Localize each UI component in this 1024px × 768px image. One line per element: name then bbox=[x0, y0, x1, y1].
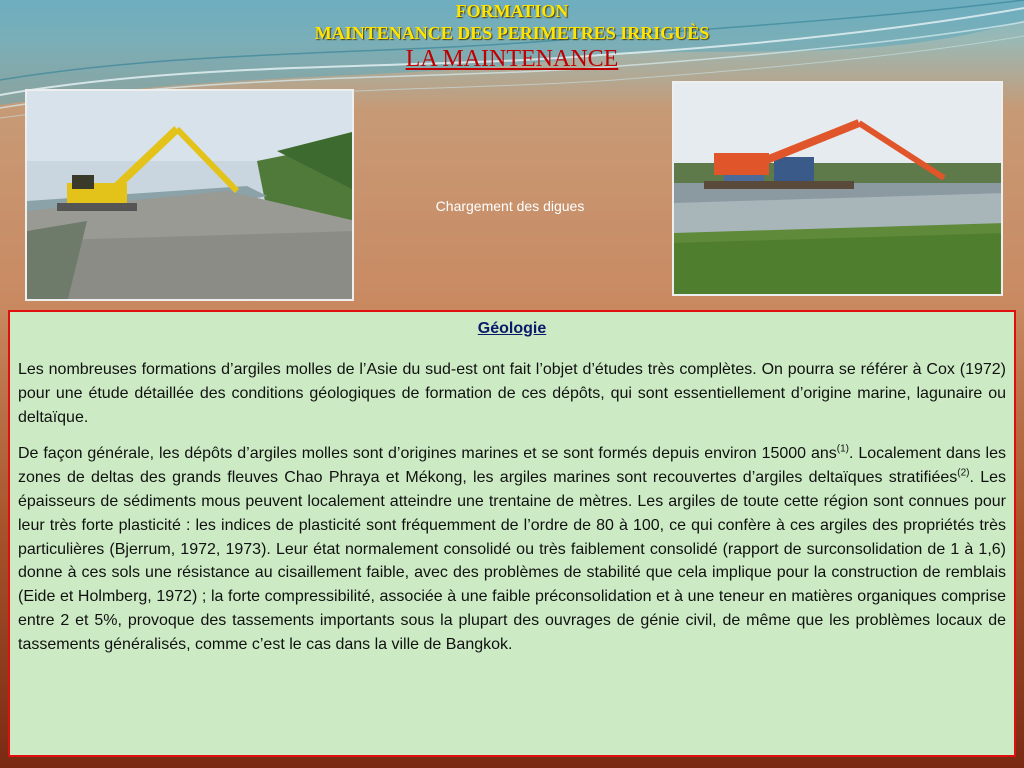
photo-caption: Chargement des digues bbox=[435, 198, 585, 214]
paragraph-2-part-b: . Localement dans les zones de deltas des grands fleuves Chao Phraya et Mékong, les argiles marines sont recouvertes d’argiles deltaïques stratifiées bbox=[18, 445, 1006, 487]
section-title: Géologie bbox=[477, 320, 547, 337]
title-line-la-maintenance: LA MAINTENANCE bbox=[405, 46, 619, 72]
geology-text-panel bbox=[8, 310, 1016, 757]
paragraph-2 bbox=[18, 442, 1006, 656]
title-line-maintenance-perimetres: MAINTENANCE DES PERIMETRES IRRIGUÈS bbox=[314, 23, 710, 43]
photo-excavator-on-dike bbox=[25, 89, 354, 301]
paragraph-2-part-c: . Les épaisseurs de sédiments mous peuvent localement atteindre une trentaine de mètres. Les argiles de toute cette région sont connues pour leur très forte plasticité : les indices de plasticité sont fréquemment de l’ordre de 80 à 100, ce qui confère à ces argiles des propriétés très particulières (Bjerrum, 1972, 1973). Leur état normalement consolidé ou très faiblement consolidé (rapport de surconsolidation de 1 à 1,6) donne à ces sols une résistance au cisaillement faible, avec des problèmes de stabilité que cela implique pour la construction de remblais (Eide et Holmberg, 1972) ; la forte compressibilité, associée à une faible préconsolidation et à une teneur en matières organiques comprise entre 2 et 5%, provoque des tassements importants sous la plupart des ouvrages de génie civil, de même que les problèmes locaux de tassements généralisés, comme c’est le cas dans la ville de Bangkok. bbox=[18, 469, 1007, 653]
slide-title bbox=[0, 0, 1024, 74]
footnote-ref-2: (2) bbox=[957, 467, 970, 479]
paragraph-2-part-a: De façon générale, les dépôts d’argiles molles sont d’origines marines et se sont formés depuis environ 15000 ans bbox=[18, 445, 837, 463]
title-line-formation: FORMATION bbox=[455, 1, 569, 21]
paragraph-1: Les nombreuses formations d’argiles molles de l’Asie du sud-est ont fait l’objet d’études très complètes. On pourra se référer à Cox (1972) pour une étude détaillée des conditions géologiques de formation de ces dépôts, qui sont essentiellement d’origine marine, lagunaire ou deltaïque. bbox=[18, 361, 1006, 426]
photo-excavator-on-barge bbox=[672, 81, 1003, 296]
footnote-ref-1: (1) bbox=[836, 444, 849, 456]
